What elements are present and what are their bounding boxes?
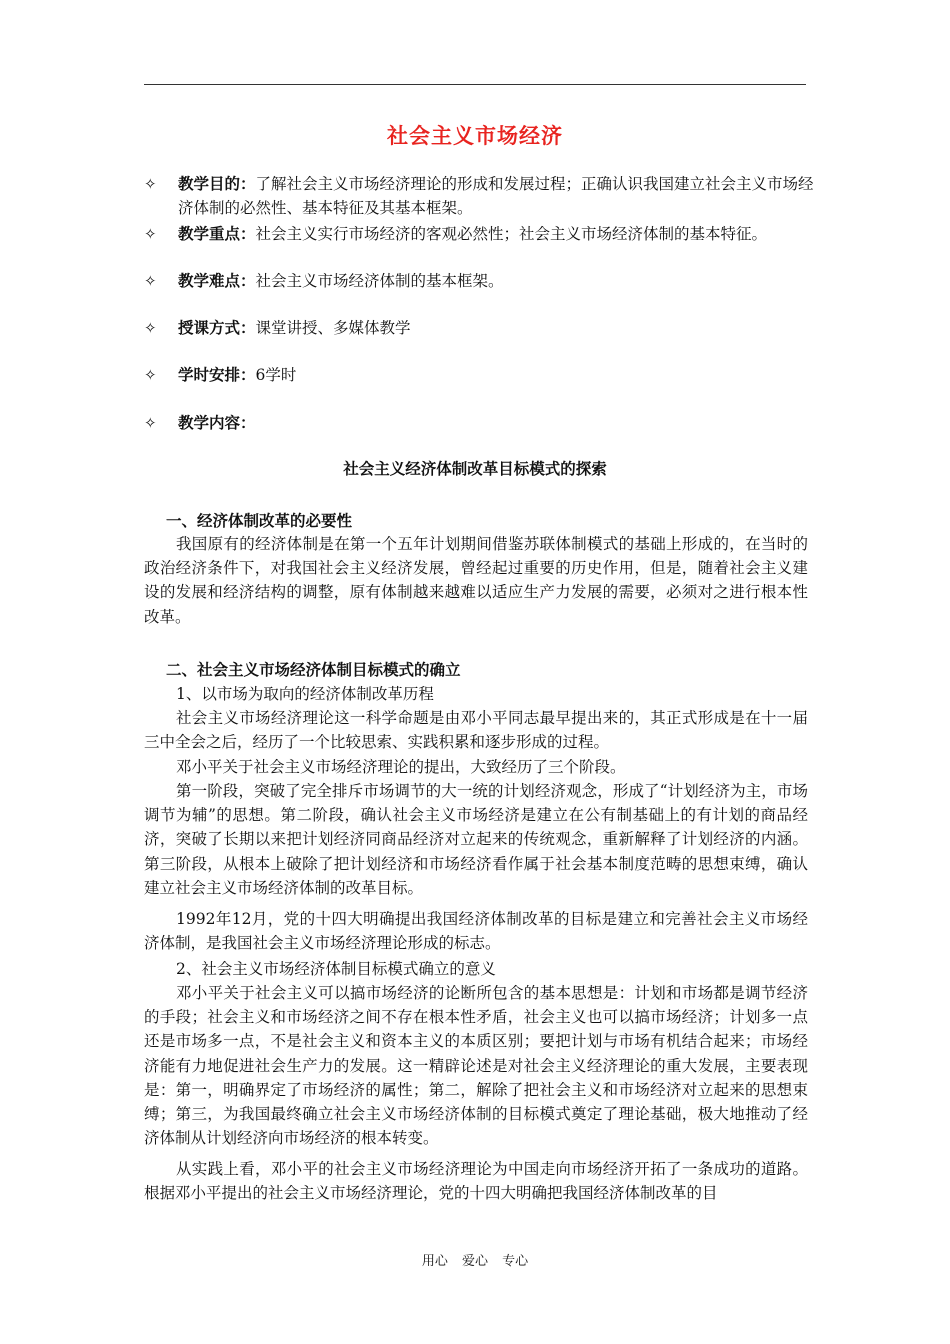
- paragraph-significance: 邓小平关于社会主义可以搞市场经济的论断所包含的基本思想是：计划和市场都是调节经济的手段；社会主义和市场经济之间不存在根本性矛盾，社会主义也可以搞市场经济；计划多一点还是市场多一点，不是社会主义和资本主义的本质区别；要把计划与市场有机结合起来；市场经济能有力地促进社会生产力的发展。这一精辟论述是对社会主义经济理论的重大发展，主要表现是：第一，明确界定了市场经济的属性；第二，解除了把社会主义和市场经济对立起来的思想束缚；第三，为我国最终确立社会主义市场经济体制的目标模式奠定了理论基础，极大地推动了经济体制从计划经济向市场经济的根本转变。: [144, 984, 808, 1148]
- diamond-bullet-icon: ✧: [144, 175, 157, 193]
- paragraph-practice: 从实践上看，邓小平的社会主义市场经济理论为中国走向市场经济开拓了一条成功的道路。根据邓小平提出的社会主义市场经济理论，党的十四大明确把我国经济体制改革的目: [144, 1160, 808, 1203]
- heading-part2: 二、社会主义市场经济体制目标模式的确立: [166, 661, 461, 679]
- diamond-bullet-icon: ✧: [144, 366, 157, 384]
- meta-text: 课堂讲授、多媒体教学: [255, 319, 411, 337]
- meta-item-content: [144, 411, 814, 435]
- diamond-bullet-icon: ✧: [144, 414, 157, 432]
- meta-item-key-points: [144, 222, 814, 246]
- subheading-significance: 2、社会主义市场经济体制目标模式确立的意义: [176, 960, 496, 978]
- meta-label: 教学重点：: [178, 225, 256, 243]
- paragraph-1992: 1992年12月，党的十四大明确提出我国经济体制改革的目标是建立和完善社会主义市场经济体制，是我国社会主义市场经济理论形成的标志。: [144, 910, 808, 953]
- paragraph-three-stages: 邓小平关于社会主义市场经济理论的提出，大致经历了三个阶段。: [176, 758, 626, 776]
- meta-label: 教学内容：: [178, 414, 256, 432]
- subheading-reform-history: 1、以市场为取向的经济体制改革历程: [176, 685, 434, 703]
- meta-label: 授课方式：: [178, 319, 256, 337]
- meta-label: 教学目的：: [178, 175, 256, 193]
- section-title: 社会主义经济体制改革目标模式的探索: [343, 460, 607, 478]
- meta-item-hours: [144, 363, 814, 387]
- meta-text: 了解社会主义市场经济理论的形成和发展过程；正确认识我国建立社会主义市场经济体制的必然性、基本特征及其基本框架。: [178, 175, 814, 217]
- meta-item-teaching-method: [144, 316, 814, 340]
- meta-label: 教学难点：: [178, 272, 256, 290]
- meta-item-difficulties: [144, 269, 814, 293]
- meta-label: 学时安排：: [178, 366, 256, 384]
- meta-text: 社会主义市场经济体制的基本框架。: [255, 272, 504, 290]
- page-footer: 用心 爱心 专心: [421, 1254, 529, 1269]
- paragraph-theory-origin: 社会主义市场经济理论这一科学命题是由邓小平同志最早提出来的，其正式形成是在十一届三中全会之后，经历了一个比较思索、实践积累和逐步形成的过程。: [144, 709, 808, 752]
- paragraph-part1: 我国原有的经济体制是在第一个五年计划期间借鉴苏联体制模式的基础上形成的，在当时的政治经济条件下，对我国社会主义经济发展，曾经起过重要的历史作用，但是，随着社会主义建设的发展和经济结构的调整，原有体制越来越难以适应生产力发展的需要，必须对之进行根本性改革。: [144, 535, 808, 626]
- diamond-bullet-icon: ✧: [144, 272, 157, 290]
- header-rule: [144, 84, 806, 85]
- diamond-bullet-icon: ✧: [144, 319, 157, 337]
- meta-text: 6学时: [255, 366, 297, 384]
- meta-item-purpose: [144, 172, 814, 220]
- meta-text: 社会主义实行市场经济的客观必然性；社会主义市场经济体制的基本特征。: [255, 225, 768, 243]
- document-title: 社会主义市场经济: [387, 124, 563, 148]
- heading-part1: 一、经济体制改革的必要性: [166, 512, 353, 530]
- diamond-bullet-icon: ✧: [144, 225, 157, 243]
- paragraph-stage-details: 第一阶段，突破了完全排斥市场调节的大一统的计划经济观念，形成了“计划经济为主，市场调节为辅”的思想。第二阶段，确认社会主义市场经济是建立在公有制基础上的有计划的商品经济，突破了长期以来把计划经济同商品经济对立起来的传统观念，重新解释了计划经济的内涵。第三阶段，从根本上破除了把计划经济和市场经济看作属于社会基本制度范畴的思想束缚，确认建立社会主义市场经济体制的改革目标。: [144, 782, 808, 897]
